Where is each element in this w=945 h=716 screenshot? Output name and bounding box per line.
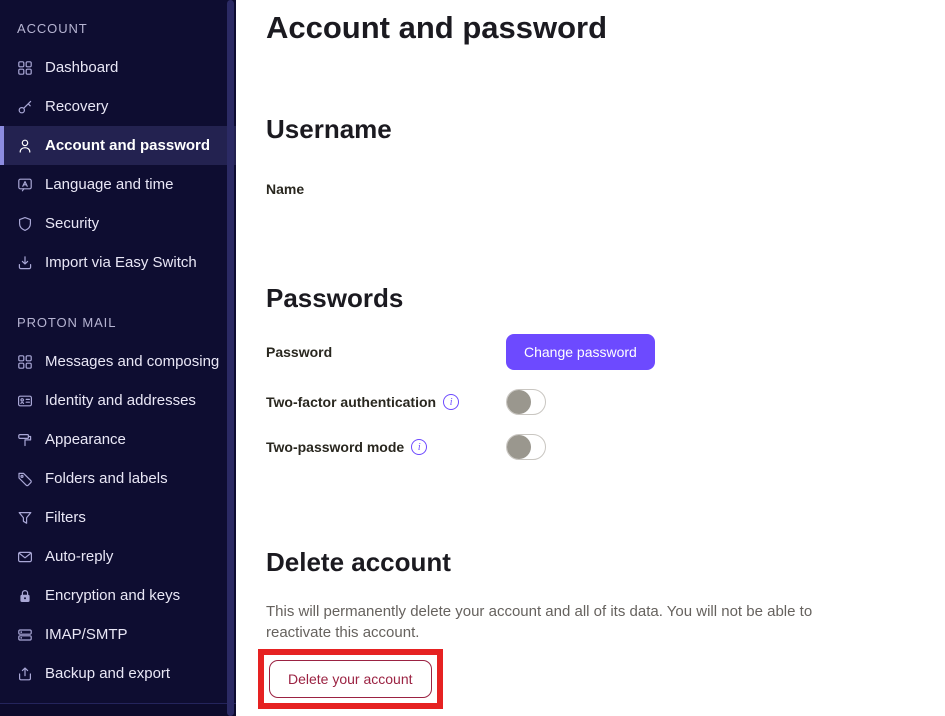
lock-icon (17, 588, 33, 604)
key-icon (17, 99, 33, 115)
password-row (266, 334, 915, 370)
sidebar-item-label: Import via Easy Switch (45, 254, 197, 271)
two-factor-row (266, 389, 915, 415)
sidebar-item-label: Encryption and keys (45, 587, 181, 604)
two-factor-toggle[interactable] (506, 389, 546, 415)
sidebar-item-auto-reply[interactable] (0, 537, 236, 576)
sidebar-item-label: Auto-reply (45, 548, 114, 565)
sidebar-item-label: Identity and addresses (45, 392, 196, 409)
sidebar-item-label: Language and time (45, 176, 174, 193)
delete-description: This will permanently delete your account and all of its data. You will not be able to reactivate this account. (266, 603, 813, 641)
two-password-row (266, 434, 915, 460)
page-title: Account and password (266, 10, 608, 45)
two-factor-info-icon[interactable]: i (443, 394, 459, 410)
import-icon (17, 255, 33, 271)
sidebar-item-language-and-time[interactable] (0, 165, 236, 204)
grid-icon (17, 354, 33, 370)
sidebar-item-identity-and-addresses[interactable] (0, 381, 236, 420)
tag-icon (17, 471, 33, 487)
envelope-icon (17, 549, 33, 565)
password-label: Password (266, 344, 333, 360)
dashboard-grid-icon (17, 60, 33, 76)
two-password-label: Two-password mode (266, 439, 405, 455)
paint-roller-icon (17, 432, 33, 448)
sidebar-item-recovery[interactable] (0, 87, 236, 126)
sidebar-section-account (0, 20, 236, 282)
shield-icon (17, 216, 33, 232)
two-factor-label: Two-factor authentication (266, 394, 437, 410)
sidebar-item-encryption-and-keys[interactable] (0, 576, 236, 615)
two-password-info-icon[interactable]: i (411, 439, 427, 455)
sidebar-item-filters[interactable] (0, 498, 236, 537)
sidebar-item-imap-smtp[interactable] (0, 615, 236, 654)
sidebar-item-label: Backup and export (45, 665, 171, 682)
passwords-section-heading: Passwords (266, 283, 404, 313)
toggle-knob (507, 435, 531, 459)
sidebar-item-label: Security (45, 215, 100, 232)
id-card-icon (17, 393, 33, 409)
sidebar-item-backup-and-export[interactable] (0, 654, 236, 693)
sidebar-item-security[interactable] (0, 204, 236, 243)
sidebar-section-header: PROTON MAIL (17, 315, 117, 330)
sidebar-item-label: Filters (45, 509, 86, 526)
sidebar-section-header: ACCOUNT (17, 21, 88, 36)
export-icon (17, 666, 33, 682)
sidebar-item-label: Dashboard (45, 59, 119, 76)
sidebar-item-account-and-password[interactable] (0, 126, 236, 165)
two-password-toggle[interactable] (506, 434, 546, 460)
sidebar-item-label: Recovery (45, 98, 109, 115)
delete-section-heading: Delete account (266, 547, 451, 577)
sidebar-scrollbar[interactable] (227, 0, 234, 716)
user-icon (17, 138, 33, 154)
annotation-highlight-box (258, 649, 443, 709)
sidebar-item-label: Account and password (45, 137, 211, 154)
name-label: Name (266, 181, 305, 197)
change-password-button[interactable]: Change password (506, 334, 655, 370)
sidebar-item-appearance[interactable] (0, 420, 236, 459)
language-icon (17, 177, 33, 193)
sidebar-item-label: Messages and composing (45, 353, 220, 370)
settings-sidebar (0, 0, 236, 716)
filter-icon (17, 510, 33, 526)
sidebar-item-folders-and-labels[interactable] (0, 459, 236, 498)
sidebar-bottom-divider (0, 703, 236, 716)
sidebar-sections (0, 20, 236, 693)
sidebar-section-proton-mail (0, 314, 236, 693)
username-section-heading: Username (266, 114, 392, 144)
sidebar-item-label: IMAP/SMTP (45, 626, 128, 643)
sidebar-item-label: Folders and labels (45, 470, 168, 487)
account-settings-panel (236, 0, 945, 716)
server-icon (17, 627, 33, 643)
sidebar-item-dashboard[interactable] (0, 48, 236, 87)
toggle-knob (507, 390, 531, 414)
delete-account-button[interactable]: Delete your account (269, 660, 432, 698)
sidebar-item-messages-and-composing[interactable] (0, 342, 236, 381)
sidebar-item-label: Appearance (45, 431, 126, 448)
sidebar-item-import-via-easy-switch[interactable] (0, 243, 236, 282)
